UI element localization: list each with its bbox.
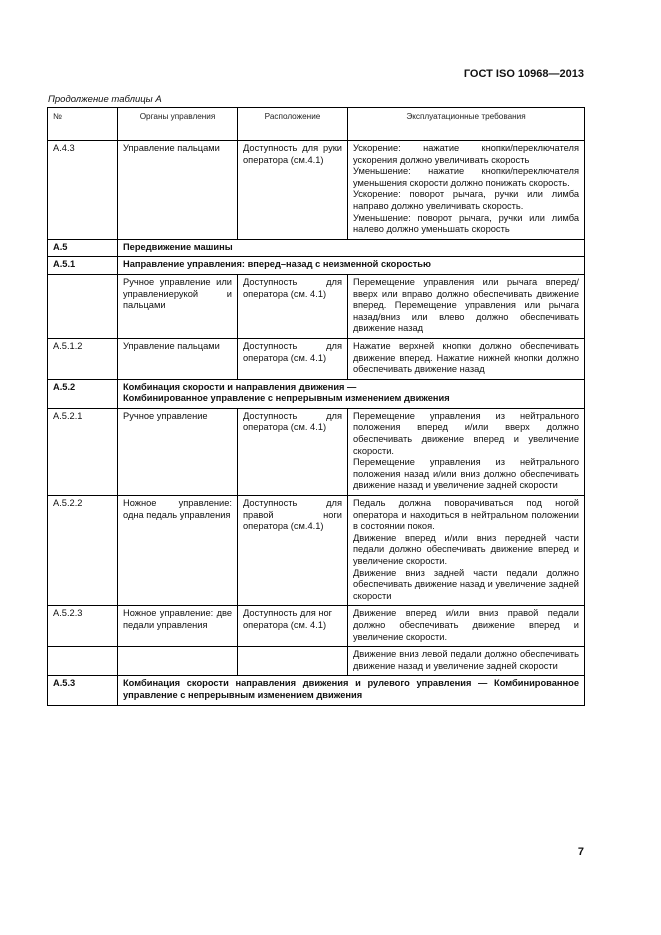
section-title: Комбинация скорости направления движения и рулевого управления — Комбинированное управление с непрерывным изменением движения [118, 676, 585, 705]
row-number: А.5.2 [48, 379, 118, 408]
section-title: Комбинация скорости и направления движения — Комбинированное управление с непрерывным изменением движения [118, 379, 585, 408]
location-cell [238, 647, 348, 676]
location-cell: Доступность для руки оператора (см.4.1) [238, 141, 348, 240]
controls-cell: Ножное управление: две педали управления [118, 606, 238, 647]
document-header: ГОСТ ISO 10968—2013 [463, 68, 584, 80]
requirements-cell: Перемещение управления или рычага вперед/вверх или вправо должно обеспечивать движение вперед. Перемещение управления или рычага назад/вниз или влево должно обеспечивать движение назад [348, 274, 585, 338]
col-location-header: Расположение [238, 108, 348, 141]
location-cell: Доступность для оператора (см. 4.1) [238, 274, 348, 338]
row-number: А.4.3 [48, 141, 118, 240]
table-row [48, 496, 585, 606]
row-number: А.5.1.2 [48, 338, 118, 379]
table-header-row [48, 108, 585, 141]
controls-cell: Управление пальцами [118, 338, 238, 379]
col-requirements-header: Эксплуатационные требования [348, 108, 585, 141]
table-row [48, 141, 585, 240]
location-cell: Доступность для оператора (см. 4.1) [238, 338, 348, 379]
section-row [48, 676, 585, 705]
location-cell: Доступность для правой ноги оператора (см.4.1) [238, 496, 348, 606]
requirements-table [47, 107, 585, 706]
table-row [48, 647, 585, 676]
section-title: Передвижение машины [118, 239, 585, 257]
requirements-cell: Ускорение: нажатие кнопки/переключателя ускорения должно увеличивать скорость Уменьшение: нажатие кнопки/переключателя уменьшения скорости должно понижать скорость. Ускорение: поворот рычага, ручки или лимба направо должно увеличивать скорость. Уменьшение: поворот рычага, ручки или лимба налево должно уменьшать скорость [348, 141, 585, 240]
requirements-cell: Движение вниз левой педали должно обеспечивать движение назад и увеличение задней скорости [348, 647, 585, 676]
section-row [48, 379, 585, 408]
controls-cell: Ручное управление [118, 408, 238, 495]
controls-cell: Ручное управление или управлениерукой и пальцами [118, 274, 238, 338]
row-number [48, 274, 118, 338]
row-number: А.5 [48, 239, 118, 257]
table-caption: Продолжение таблицы А [48, 94, 162, 105]
table-row [48, 274, 585, 338]
requirements-cell: Перемещение управления из нейтрального положения вперед и/или вверх должно обеспечивать движение вперед и увеличение скорости. Перемещение управления из нейтрального положения назад и/или вниз должно обеспечивать движение назад и увеличение задней скорости [348, 408, 585, 495]
controls-cell [118, 647, 238, 676]
table-row [48, 338, 585, 379]
table-row [48, 606, 585, 647]
row-number: А.5.3 [48, 676, 118, 705]
requirements-cell: Нажатие верхней кнопки должно обеспечивать движение вперед. Нажатие нижней кнопки должно обеспечивать движение назад [348, 338, 585, 379]
section-row [48, 239, 585, 257]
location-cell: Доступность для оператора (см. 4.1) [238, 408, 348, 495]
requirements-cell: Движение вперед и/или вниз правой педали должно обеспечивать движение вперед и увеличение скорости. [348, 606, 585, 647]
requirements-cell: Педаль должна поворачиваться под ногой оператора и находиться в нейтральном положении в состоянии покоя. Движение вперед и/или вниз передней части педали должно обеспечивать движение вперед и увеличение скорости. Движение вниз задней части педали должно обеспечивать движение назад и увеличение задней скорости [348, 496, 585, 606]
row-number: А.5.2.1 [48, 408, 118, 495]
row-number: А.5.2.3 [48, 606, 118, 647]
page-number: 7 [577, 846, 584, 858]
col-controls-header: Органы управления [118, 108, 238, 141]
row-number: А.5.2.2 [48, 496, 118, 606]
controls-cell: Ножное управление: одна педаль управления [118, 496, 238, 606]
col-num-header: № [48, 108, 118, 141]
row-number: А.5.1 [48, 257, 118, 275]
section-row [48, 257, 585, 275]
controls-cell: Управление пальцами [118, 141, 238, 240]
table-row [48, 408, 585, 495]
section-title: Направление управления: вперед–назад с неизменной скоростью [118, 257, 585, 275]
row-number [48, 647, 118, 676]
location-cell: Доступность для ног оператора (см. 4.1) [238, 606, 348, 647]
